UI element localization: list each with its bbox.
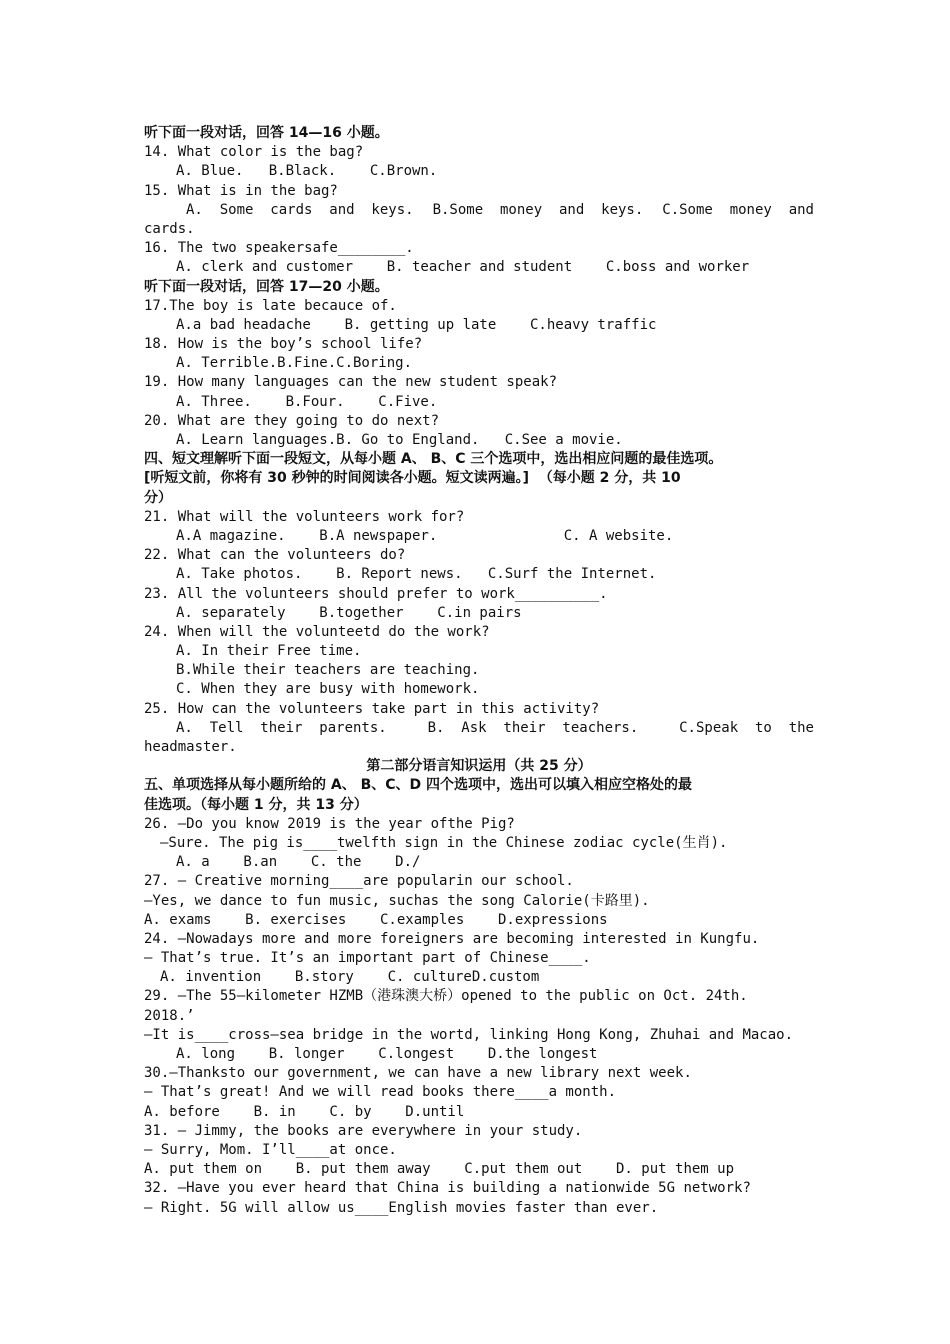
option-24b: B.While their teachers are teaching. bbox=[176, 662, 480, 679]
options-21: A.A magazine. B.A newspaper. C. A website. bbox=[176, 527, 674, 544]
question-29: 29. —The 55—kilometer HZMB（港珠澳大桥）opened to the public on Oct. 24th. bbox=[144, 988, 748, 1005]
option-15a: A. Some cards and keys. bbox=[186, 201, 414, 218]
options-15 bbox=[144, 201, 814, 220]
part-four-heading: 四、短文理解听下面一段短文，从每小题 A、 B、C 三个选项中，选出相应问题的最佳选项。 bbox=[144, 451, 723, 468]
section-heading: 听下面一段对话，回答 14—16 小题。 bbox=[144, 125, 389, 141]
part-four-instructions-cont: 分） bbox=[144, 489, 172, 506]
question-20: 20. What are they going to do next? bbox=[144, 412, 440, 429]
question-26-reply: —Sure. The pig is____twelfth sign in the Chinese zodiac cycle(生肖). bbox=[160, 834, 728, 851]
options-25-cont: headmaster. bbox=[144, 739, 237, 755]
question-16: 16. The two speakersafe________. bbox=[144, 240, 414, 257]
part-four-instructions: [听短文前，你将有 30 秒钟的时间阅读各小题。短文读两遍。] （每小题 2 分，共 10 bbox=[144, 470, 681, 487]
options-31: A. put them on B. put them away C.put them out D. put them up bbox=[144, 1161, 735, 1178]
question-25: 25. How can the volunteers take part in this activity? bbox=[144, 700, 600, 717]
question-30-reply: — That’s great! And we will read books there____a month. bbox=[144, 1084, 617, 1101]
option-24c: C. When they are busy with homework. bbox=[176, 681, 480, 698]
part-five-heading-cont: 佳选项。（每小题 1 分，共 13 分） bbox=[144, 796, 368, 813]
question-31-reply: — Surry, Mom. I’ll____at once. bbox=[144, 1141, 397, 1158]
options-18: A. Terrible.B.Fine.C.Boring. bbox=[176, 355, 413, 372]
options-28: A. invention B.story C. cultureD.custom bbox=[160, 969, 540, 986]
option-15c: C.Some money and bbox=[662, 201, 814, 218]
question-28-reply: — That’s true. It’s an important part of Chinese____. bbox=[144, 950, 591, 967]
part-five-heading: 五、单项选择从每小题所给的 A、 B、C、D 四个选项中，选出可以填入相应空格处的最 bbox=[144, 777, 693, 794]
question-23: 23. All the volunteers should prefer to work__________. bbox=[144, 585, 608, 602]
option-15b: B.Some money and keys. bbox=[432, 201, 644, 218]
question-24: 24. When will the volunteetd do the work? bbox=[144, 623, 490, 640]
exam-page bbox=[144, 124, 814, 1218]
options-17: A.a bad headache B. getting up late C.heavy traffic bbox=[176, 316, 657, 333]
question-14: 14. What color is the bag? bbox=[144, 144, 364, 161]
question-21: 21. What will the volunteers work for? bbox=[144, 508, 465, 525]
options-19: A. Three. B.Four. C.Five. bbox=[176, 393, 438, 410]
question-19: 19. How many languages can the new student speak? bbox=[144, 374, 558, 391]
options-20: A. Learn languages.B. Go to England. C.See a movie. bbox=[176, 432, 623, 448]
options-30: A. before B. in C. by D.until bbox=[144, 1103, 465, 1120]
question-29-reply: —It is____cross—sea bridge in the wortd, linking Hong Kong, Zhuhai and Macao. bbox=[144, 1026, 794, 1043]
section-heading: 听下面一段对话，回答 17—20 小题。 bbox=[144, 278, 389, 295]
question-17: 17.The boy is late becauce of. bbox=[144, 297, 397, 314]
option-25c: C.Speak to the bbox=[679, 719, 814, 736]
question-32-reply: — Right. 5G will allow us____English movies faster than ever. bbox=[144, 1199, 659, 1216]
question-22: 22. What can the volunteers do? bbox=[144, 547, 406, 564]
options-27: A. exams B. exercises C.examples D.expressions bbox=[144, 911, 608, 928]
question-26: 26. —Do you know 2019 is the year ofthe Pig? bbox=[144, 815, 515, 832]
options-26: A. a B.an C. the D./ bbox=[176, 854, 421, 871]
options-14: A. Blue. B.Black. C.Brown. bbox=[176, 163, 438, 180]
option-25b: B. Ask their teachers. bbox=[427, 719, 639, 736]
question-32: 32. —Have you ever heard that China is building a nationwide 5G network? bbox=[144, 1180, 751, 1197]
options-16: A. clerk and customer B. teacher and student C.boss and worker bbox=[176, 259, 750, 276]
option-24a: A. In their Free time. bbox=[176, 643, 362, 660]
option-25a: A. Tell their parents. bbox=[176, 719, 387, 736]
options-23: A. separately B.together C.in pairs bbox=[176, 604, 522, 621]
part-two-title: 第二部分语言知识运用（共 25 分） bbox=[366, 758, 592, 775]
question-28: 24. —Nowadays more and more foreigners are becoming interested in Kungfu. bbox=[144, 930, 760, 947]
question-15: 15. What is in the bag? bbox=[144, 182, 338, 199]
options-25 bbox=[144, 719, 814, 738]
options-29: A. long B. longer C.longest D.the longest bbox=[176, 1046, 598, 1062]
question-29-cont: 2018.’ bbox=[144, 1007, 195, 1024]
question-18: 18. How is the boy’s school life? bbox=[144, 336, 423, 353]
question-27: 27. — Creative morning____are popularin our school. bbox=[144, 873, 574, 890]
question-30: 30.—Thanksto our government, we can have a new library next week. bbox=[144, 1065, 692, 1082]
options-15-cont: cards. bbox=[144, 220, 195, 237]
question-31: 31. — Jimmy, the books are everywhere in your study. bbox=[144, 1122, 583, 1139]
options-22: A. Take photos. B. Report news. C.Surf the Internet. bbox=[176, 566, 657, 583]
question-27-reply: —Yes, we dance to fun music, suchas the song Calorie(卡路里). bbox=[144, 892, 650, 909]
